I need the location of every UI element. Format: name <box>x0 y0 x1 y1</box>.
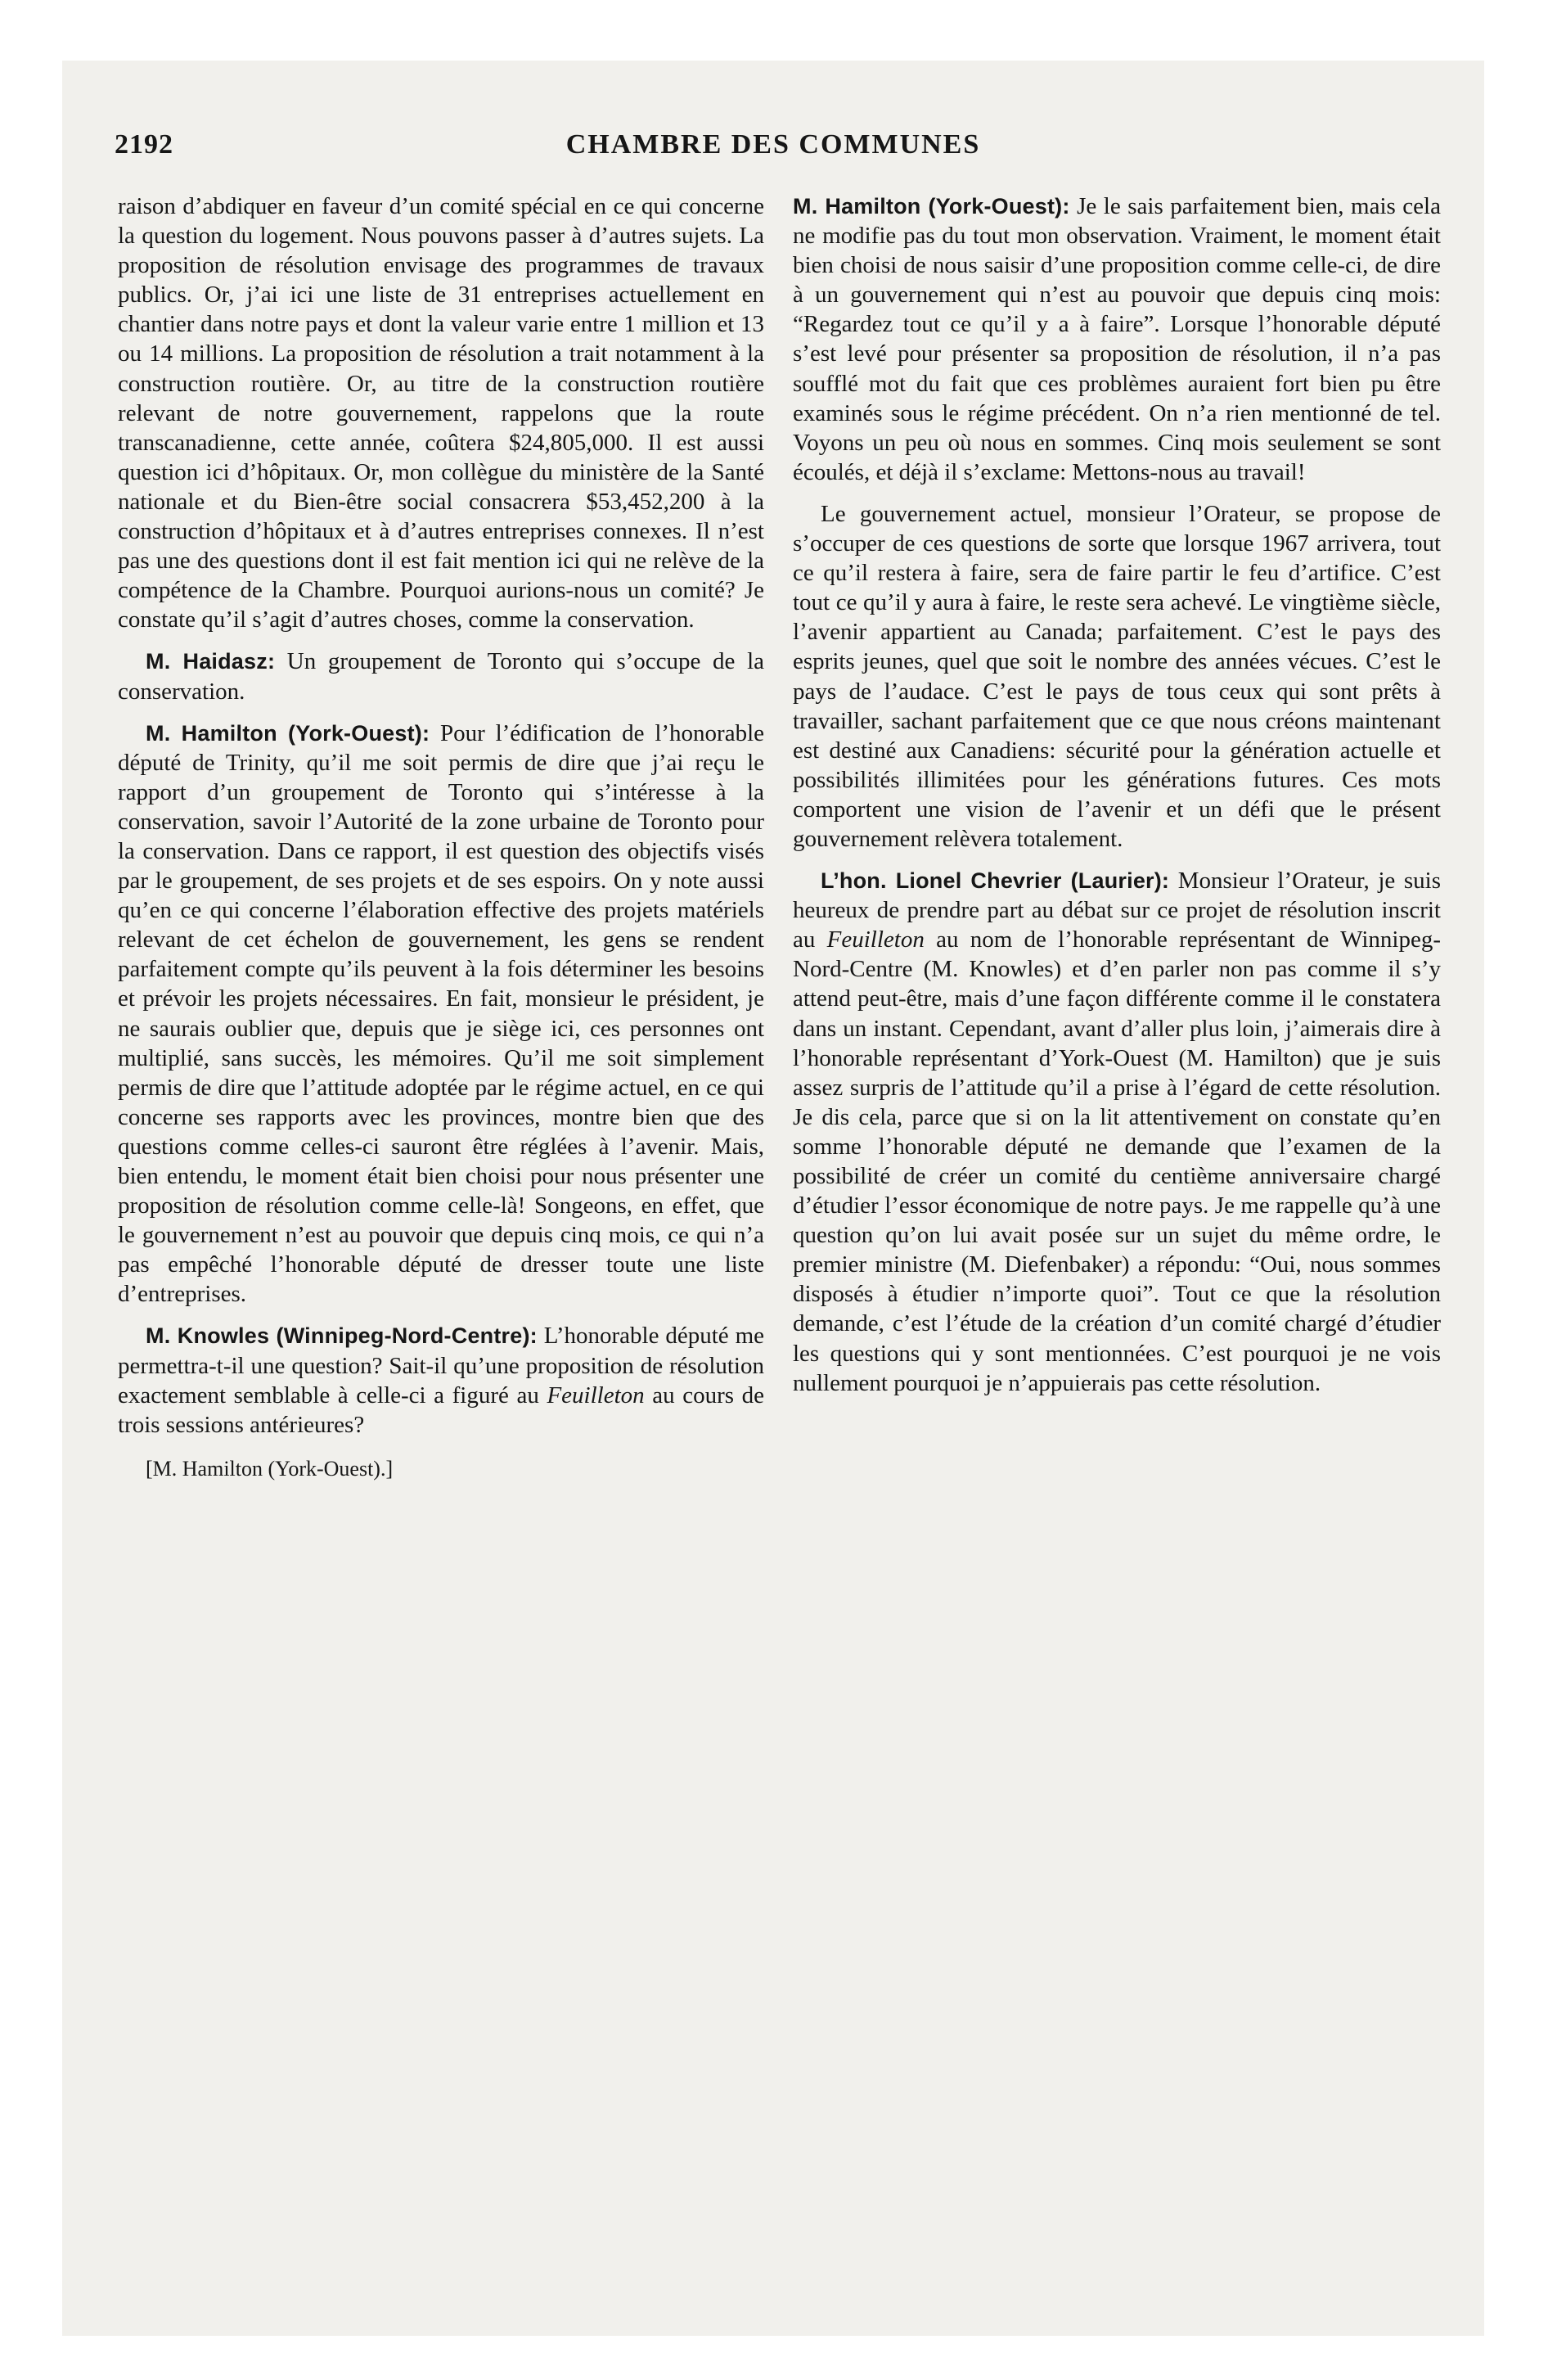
speaker-hamilton: M. Hamilton (York-Ouest): <box>146 720 430 746</box>
page-header <box>115 129 1432 178</box>
right-paragraph-3 <box>793 866 1441 1398</box>
right-paragraph-3-text-a: Monsieur l’Orateur, je suis heureux de prendre part au débat sur ce projet de résolution inscrit au <box>793 868 1441 953</box>
right-paragraph-2: Le gouvernement actuel, monsieur l’Orateur, se propose de s’occuper de ces questions de sorte que lorsque 1967 arrivera, tout ce qu’il restera à faire, sera de faire partir le feu d’artifice. C’est tout ce qu’il y aura à faire, le reste sera achevé. Le vingtième siècle, l’avenir appartient au Canada; parfaitement. C’est le pays des esprits jeunes, quel que soit le nombre des années vécues. C’est le pays de l’audace. C’est le pays de tous ceux qui sont prêts à travailler, sachant parfaitement que ce que nous créons maintenant est destiné aux Canadiens: sécurité pour la génération actuelle et possibilités illimitées pour les générations futures. Ces mots comportent une vision de l’avenir et un défi que le présent gouvernement relèvera totalement. <box>793 500 1441 852</box>
speaker-footnote: [M. Hamilton (York-Ouest).] <box>146 1456 394 1481</box>
left-paragraph-2 <box>118 647 764 705</box>
right-paragraph-3-text-b: au nom de l’honorable représentant de Winnipeg-Nord-Centre (M. Knowles) et d’en parler non pas comme il s’y attend peut-être, mais d’une façon différente comme il le constatera dans un instant. Cependant, avant d’aller plus loin, j’aimerais dire à l’honorable représentant d’York-Ouest (M. Hamilton) que je suis assez surpris de l’attitude qu’il a prise à l’égard de cette résolution. Je dis cela, parce que si on la lit attentivement on constate qu’en somme l’honorable député ne demande que l’examen de la possibilité de créer un comité du centième anniversaire chargé d’étudier l’essor économique de notre pays. Je me rappelle qu’à une question qu’on lui avait posée sur un sujet du même ordre, le premier ministre (M. Diefenbaker) a répondu: “Oui, nous sommes disposés à étudier n’importe quoi”. Tout ce que la résolution demande, c’est l’étude de la création d’un comité chargé d’étudier les questions qui y sont mentionnées. C’est pourquoi je ne vois nullement pourquoi je n’appuierais pas cette résolution. <box>793 926 1442 1396</box>
left-paragraph-1: raison d’abdiquer en faveur d’un comité spécial en ce qui concerne la question du logement. Nous pouvons passer à d’autres sujets. La proposition de résolution envisage des programmes de travaux publics. Or, j’ai ici une liste de 31 entreprises actuellement en chantier dans notre pays et dont la valeur varie entre 1 million et 13 ou 14 millions. La proposition de résolution a trait notamment à la construction routière. Or, au titre de la construction routière relevant de notre gouvernement, rappelons que la route transcanadienne, cette année, coûtera $24,805,000. Il est aussi question ici d’hôpitaux. Or, mon collègue du ministère de la Santé nationale et du Bien-être social consacrera $53,452,200 à la construction d’hôpitaux et à d’autres entreprises connexes. Il n’est pas une des questions dont il est fait mention ici qui ne relève de la compétence de la Chambre. Pourquoi aurions-nous un comité? Je constate qu’il s’agit d’autres choses, comme la conservation. <box>118 193 764 633</box>
speaker-chevrier: L’hon. Lionel Chevrier (Laurier): <box>821 868 1170 894</box>
left-column <box>118 192 764 1496</box>
left-paragraph-4-text-a: L’honorable député me permettra-t-il une question? Sait-il qu’une proposition de résolution exactement semblable à celle-ci a figuré au <box>118 1323 764 1409</box>
left-paragraph-3 <box>118 719 764 1309</box>
page-number: 2192 <box>115 129 173 160</box>
right-column <box>793 192 1441 1410</box>
speaker-knowles: M. Knowles (Winnipeg-Nord-Centre): <box>146 1323 538 1349</box>
right-paragraph-1 <box>793 192 1441 487</box>
page-scan <box>62 61 1484 2336</box>
left-paragraph-4 <box>118 1321 764 1439</box>
right-paragraph-1-text: Je le sais parfaitement bien, mais cela ne modifie pas du tout mon observation. Vraiment, le moment était bien choisi de nous saisir d’une proposition comme celle-ci, de dire à un gouvernement qui n’est au pouvoir que depuis cinq mois: “Regardez tout ce qu’il y a à faire”. Lorsque l’honorable député s’est levé pour présenter sa proposition de résolution, il n’a pas soufflé mot du fait que ces problèmes auraient fort bien pu être examinés sous le régime précédent. On n’a rien mentionné de tel. Voyons un peu où nous en sommes. Cinq mois seulement se sont écoulés, et déjà il s’exclame: Mettons-nous au travail! <box>793 193 1441 485</box>
left-paragraph-3-text: Pour l’édification de l’honorable député de Trinity, qu’il me soit permis de dire que j’ai reçu le rapport d’un groupement de Toronto qui s’intéresse à la conservation, savoir l’Autorité de la zone urbaine de Toronto pour la conservation. Dans ce rapport, il est question des objectifs visés par le groupement, de ses projets et de ses espoirs. On y note aussi qu’en ce qui concerne l’élaboration effective des projets matériels relevant de cet échelon de gouvernement, les gens se rendent parfaitement compte qu’ils peuvent à la fois déterminer les besoins et prévoir les projets nécessaires. En fait, monsieur le président, je ne saurais oublier que, depuis que je siège ici, ces personnes ont multiplié, sans succès, les mémoires. Qu’il me soit simplement permis de dire que l’attitude adoptée par le régime actuel, en ce qui concerne ses rapports avec les provinces, montre bien que des questions comme celles-ci sauront être réglées à l’avenir. Mais, bien entendu, le moment était bien choisi pour nous présenter une proposition de résolution comme celle-là! Songeons, en effet, que le gouvernement n’est au pouvoir que depuis cinq mois, ce qui n’a pas empêché l’honorable député de dresser toute une liste d’entreprises. <box>118 719 764 1308</box>
left-paragraph-2-text: Un groupement de Toronto qui s’occupe de la conservation. <box>118 648 765 705</box>
left-paragraph-4-text-b: au cours de trois sessions antérieures? <box>118 1382 764 1438</box>
running-head: CHAMBRE DES COMMUNES <box>565 129 981 160</box>
right-paragraph-3-italic: Feuilleton <box>826 926 925 953</box>
speaker-hamilton-reply: M. Hamilton (York-Ouest): <box>793 194 1070 219</box>
left-paragraph-4-italic: Feuilleton <box>547 1382 645 1409</box>
speaker-haidasz: M. Haidasz: <box>146 649 276 674</box>
